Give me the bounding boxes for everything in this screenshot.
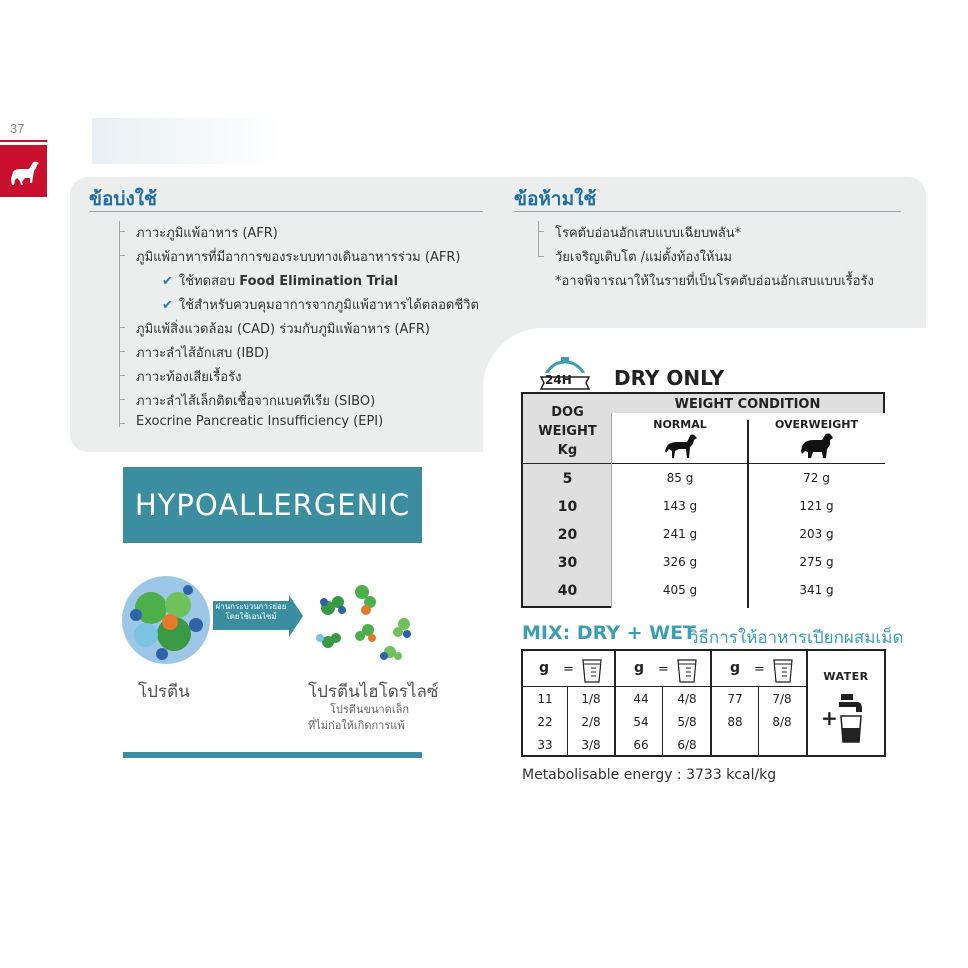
- tree-tick: [538, 256, 544, 257]
- overweight-cell: 72 g: [803, 471, 830, 485]
- can-icon: [772, 658, 794, 684]
- indication-item: ภาวะท้องเสียเรื้อรัง: [136, 370, 242, 385]
- tree-tick: [119, 399, 125, 400]
- subitem-bold: Food Elimination Trial: [239, 274, 399, 289]
- mix-subtitle: วิธีการให้อาหารเปียกผสมเม็ด: [689, 628, 904, 648]
- normal-cell: 143 g: [662, 499, 698, 513]
- hydrolysed-protein-label: โปรตีนไฮโดรไลซ์: [308, 682, 439, 702]
- equals-label: =: [658, 662, 669, 677]
- indication-subitem: [162, 270, 398, 291]
- can-cell: 6/8: [677, 738, 697, 752]
- grams-cell: 66: [633, 738, 649, 752]
- dog-weight-cell: 20: [557, 527, 578, 543]
- can-cell: 8/8: [772, 715, 792, 729]
- grams-label: g: [730, 660, 741, 676]
- contraindication-item: วัยเจริญเติบโต /แม่ตั้งท้องให้นม: [555, 250, 732, 265]
- tree-tick: [119, 375, 125, 376]
- arrow-text: โดยใช้เอนไซม์: [225, 612, 277, 621]
- tree-tick: [119, 351, 125, 352]
- protein-label: โปรตีน: [138, 682, 190, 702]
- grams-cell: 88: [727, 715, 743, 729]
- subitem-text: ใช้สำหรับควบคุมอาการจากภูมิแพ้อาหารได้ตลอดชีวิต: [178, 298, 479, 313]
- indication-item: ภาวะลำไส้เล็กติดเชื้อจากแบคทีเรีย (SIBO): [136, 394, 376, 409]
- mix-title: MIX: DRY + WET: [522, 622, 697, 644]
- indication-item: ภาวะลำไส้อักเสบ (IBD): [136, 346, 270, 361]
- plus-label: +: [821, 706, 838, 730]
- overweight-cell: 203 g: [799, 527, 834, 541]
- contraindication-item: โรคตับอ่อนอักเสบแบบเฉียบพลัน*: [555, 226, 742, 241]
- mix-header-cell: [712, 658, 806, 684]
- dog-weight-header-line: DOG: [551, 405, 584, 420]
- metabolisable-energy: Metabolisable energy : 3733 kcal/kg: [522, 767, 777, 783]
- dog-overweight-icon: [799, 432, 835, 460]
- dry-only-title: DRY ONLY: [614, 366, 725, 390]
- dog-silhouette-icon: [0, 145, 47, 197]
- dog-weight-header-line: Kg: [557, 443, 578, 458]
- dog-weight-cell: 40: [557, 583, 578, 599]
- tree-tick: [119, 423, 125, 424]
- can-cell: 5/8: [677, 715, 697, 729]
- hypoallergenic-rule: [123, 752, 422, 758]
- can-cell: 4/8: [677, 692, 697, 706]
- dog-weight-cell: 5: [562, 471, 573, 487]
- normal-cell: 85 g: [666, 471, 694, 485]
- overweight-header: OVERWEIGHT: [774, 418, 859, 431]
- faded-header-graphic: [92, 118, 282, 164]
- can-icon: [581, 658, 603, 684]
- contraindication-note: *อาจพิจารณาให้ในรายที่เป็นโรคตับอ่อนอักเสบแบบเรื้อรัง: [555, 274, 874, 289]
- check-icon: ✔: [162, 274, 173, 289]
- page-number: 37: [10, 121, 25, 136]
- hydrolysed-protein-sub: ที่ไม่ก่อให้เกิดการแพ้: [308, 719, 405, 732]
- dog-weight-header: [523, 403, 612, 460]
- process-arrow: [213, 601, 289, 630]
- dry-header-rule: [523, 463, 885, 464]
- normal-header: NORMAL: [653, 418, 707, 431]
- dog-weight-cell: 30: [557, 555, 578, 571]
- grams-label: g: [634, 660, 645, 676]
- contraindications-title: ข้อห้ามใช้: [514, 188, 597, 210]
- mix-header-rule: [523, 686, 808, 687]
- grams-cell: 54: [633, 715, 649, 729]
- indications-tree-line: [119, 221, 120, 427]
- check-icon: ✔: [162, 298, 173, 313]
- indication-item: Exocrine Pancreatic Insufficiency (EPI): [136, 414, 384, 429]
- brand-tab: [0, 145, 47, 197]
- can-cell: 2/8: [581, 715, 601, 729]
- indication-item: ภูมิแพ้อาหารที่มีอาการของระบบทางเดินอาหารร่วม (AFR): [136, 250, 461, 265]
- can-icon: [676, 658, 698, 684]
- contraindications-tree-line: [538, 221, 539, 257]
- equals-label: =: [563, 662, 574, 677]
- tree-tick: [119, 231, 125, 232]
- indication-item: ภาวะภูมิแพ้อาหาร (AFR): [136, 226, 278, 241]
- equals-label: =: [754, 662, 765, 677]
- normal-cell: 326 g: [662, 555, 698, 569]
- contraindications-rule: [514, 211, 901, 212]
- hydrolysed-protein-sub: โปรตีนขนาดเล็ก: [330, 703, 409, 716]
- grams-cell: 77: [727, 692, 743, 706]
- grams-cell: 11: [537, 692, 553, 706]
- indications-title: ข้อบ่งใช้: [89, 188, 157, 210]
- protein-molecule-illustration: [116, 570, 216, 670]
- normal-cell: 405 g: [662, 583, 698, 597]
- water-label: WATER: [823, 670, 869, 683]
- mix-header-cell: [523, 658, 614, 684]
- indication-item: ภูมิแพ้สิ่งแวดล้อม (CAD) ร่วมกับภูมิแพ้อาหาร (AFR): [136, 322, 430, 337]
- tree-tick: [119, 327, 125, 328]
- overweight-cell: 275 g: [799, 555, 834, 569]
- weight-condition-header: WEIGHT CONDITION: [674, 397, 821, 412]
- water-tap-icon: [835, 692, 865, 746]
- arrow-text: ผ่านกระบวนการย่อย: [215, 602, 287, 611]
- can-cell: 7/8: [772, 692, 792, 706]
- tree-tick: [538, 231, 544, 232]
- can-cell: 3/8: [581, 738, 601, 752]
- indications-rule: [89, 211, 483, 212]
- grams-label: g: [539, 660, 550, 676]
- badge-label: 24H: [545, 373, 572, 387]
- tree-tick: [119, 255, 125, 256]
- hypoallergenic-banner: HYPOALLERGENIC: [123, 467, 422, 543]
- hydrolysed-fragments-illustration: [310, 580, 420, 670]
- dog-weight-cell: 10: [557, 499, 578, 515]
- normal-cell: 241 g: [662, 527, 698, 541]
- mix-header-cell: [616, 658, 710, 684]
- grams-cell: 44: [633, 692, 649, 706]
- grams-cell: 22: [537, 715, 553, 729]
- can-cell: 1/8: [581, 692, 601, 706]
- page-number-rule: [0, 140, 47, 142]
- dog-normal-icon: [663, 432, 699, 460]
- grams-cell: 33: [537, 738, 553, 752]
- mix-rows: [523, 692, 808, 756]
- dry-col-rule: [747, 420, 749, 608]
- overweight-cell: 121 g: [799, 499, 834, 513]
- indication-subitem: [162, 294, 479, 315]
- subitem-prefix: ใช้ทดสอบ: [178, 274, 236, 289]
- dog-weight-header-line: WEIGHT: [538, 424, 597, 439]
- process-arrow-tip: [289, 595, 303, 637]
- overweight-cell: 341 g: [799, 583, 834, 597]
